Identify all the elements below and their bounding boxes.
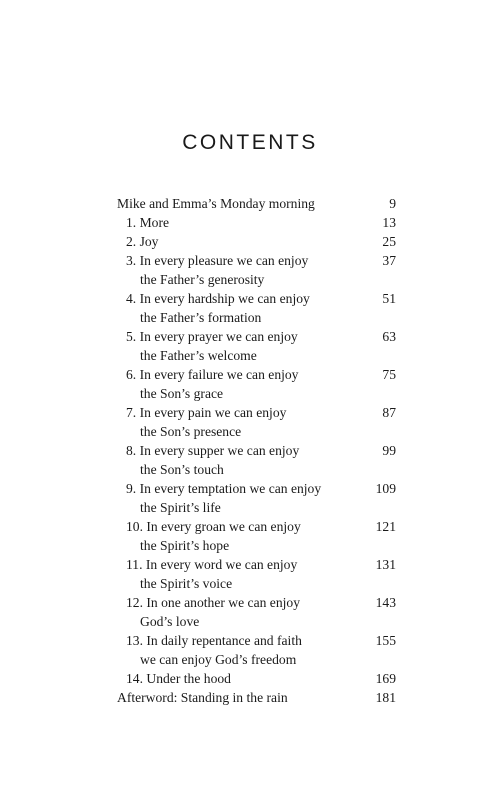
toc-entry-title-line: 5. In every prayer we can enjoy (126, 329, 298, 344)
toc-entry-title (117, 555, 396, 593)
toc-page-number: 109 (375, 481, 396, 496)
toc-page-number: 37 (382, 253, 396, 268)
toc-entry (117, 688, 396, 707)
toc-entry-title (117, 669, 396, 688)
toc-page-number: 63 (382, 329, 396, 344)
toc-entry-title (117, 688, 396, 707)
toc-entry-title (117, 479, 396, 517)
toc-entry (117, 403, 396, 441)
toc-entry-title-line: 9. In every temptation we can enjoy (126, 481, 322, 496)
toc-page-number: 75 (382, 367, 396, 382)
toc-page-number: 169 (375, 671, 396, 686)
toc-page-number: 51 (382, 291, 396, 306)
toc-entry-title (117, 403, 396, 441)
toc-entry (117, 251, 396, 289)
toc-entry-title (117, 593, 396, 631)
toc-entry-title-line: 3. In every pleasure we can enjoy (126, 253, 309, 268)
toc-entry (117, 213, 396, 232)
toc-entry-title-line: Afterword: Standing in the rain (117, 690, 288, 705)
toc-page-number: 9 (389, 196, 396, 211)
toc-entry (117, 327, 396, 365)
toc-entry-title (117, 289, 396, 327)
toc-entry-title-line: 2. Joy (126, 234, 159, 249)
toc-entry (117, 232, 396, 251)
toc-entry (117, 194, 396, 213)
toc-entry-title (117, 631, 396, 669)
toc-entry-subtitle-line: the Spirit’s voice (140, 576, 233, 591)
toc-page-number: 25 (382, 234, 396, 249)
toc-page-number: 13 (382, 215, 396, 230)
toc-entry-title (117, 251, 396, 289)
toc-page-number: 121 (375, 519, 396, 534)
toc-entry-subtitle-line: we can enjoy God’s freedom (140, 652, 297, 667)
toc-entry-title-line: 10. In every groan we can enjoy (126, 519, 301, 534)
toc-entry-title-line: 12. In one another we can enjoy (126, 595, 301, 610)
toc-entry-subtitle-line: the Son’s presence (140, 424, 242, 439)
toc-entry (117, 555, 396, 593)
toc-entry-title-line: 14. Under the hood (126, 671, 231, 686)
toc-entry-title-line: 4. In every hardship we can enjoy (126, 291, 310, 306)
page-title: CONTENTS (182, 131, 318, 155)
toc-page-number: 155 (375, 633, 396, 648)
toc-page-number: 99 (382, 443, 396, 458)
toc-entry-title (117, 327, 396, 365)
toc-entry-title (117, 365, 396, 403)
toc-entry-title-line: 8. In every supper we can enjoy (126, 443, 300, 458)
toc-entry-title-line: 1. More (126, 215, 170, 230)
toc-entry (117, 289, 396, 327)
toc-entry-subtitle-line: the Son’s grace (140, 386, 224, 401)
toc-entry (117, 441, 396, 479)
toc-entry (117, 631, 396, 669)
toc-entry-title-line: 11. In every word we can enjoy (126, 557, 298, 572)
toc-entry-title (117, 213, 396, 232)
toc-entry-title (117, 441, 396, 479)
toc-page-number: 181 (375, 690, 396, 705)
toc-entry-subtitle-line: the Father’s generosity (140, 272, 265, 287)
table-of-contents (117, 194, 396, 707)
toc-entry-subtitle-line: the Spirit’s life (140, 500, 221, 515)
toc-entry (117, 365, 396, 403)
toc-entry-title (117, 517, 396, 555)
toc-entry-title-line: 6. In every failure we can enjoy (126, 367, 299, 382)
toc-entry-title (117, 194, 396, 213)
toc-entry-title-line: Mike and Emma’s Monday morning (117, 196, 315, 211)
toc-entry-subtitle-line: the Father’s welcome (140, 348, 257, 363)
toc-entry (117, 517, 396, 555)
toc-entry-title-line: 7. In every pain we can enjoy (126, 405, 287, 420)
toc-entry-subtitle-line: God’s love (140, 614, 200, 629)
toc-entry (117, 669, 396, 688)
toc-entry-subtitle-line: the Father’s formation (140, 310, 262, 325)
toc-entry-title (117, 232, 396, 251)
toc-page-number: 87 (382, 405, 396, 420)
toc-entry (117, 593, 396, 631)
toc-entry-title-line: 13. In daily repentance and faith (126, 633, 302, 648)
toc-entry (117, 479, 396, 517)
toc-entry-subtitle-line: the Son’s touch (140, 462, 224, 477)
toc-entry-subtitle-line: the Spirit’s hope (140, 538, 230, 553)
toc-page-number: 143 (375, 595, 396, 610)
toc-page-number: 131 (375, 557, 396, 572)
